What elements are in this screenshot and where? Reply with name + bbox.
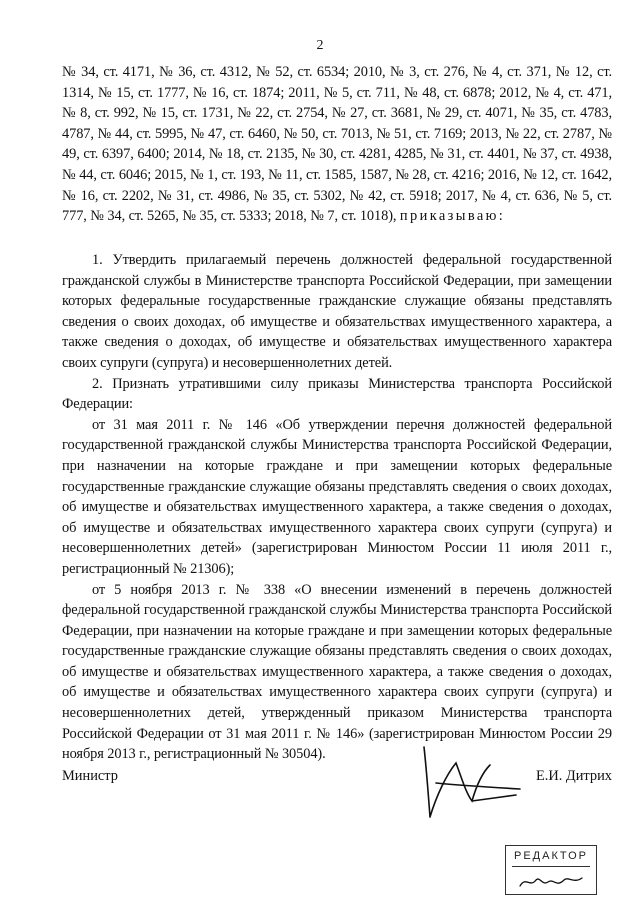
item-2: 2. Признать утратившими силу приказы Министерства транспорта Российской Федерации: [62,375,612,413]
editor-stamp [505,845,597,895]
signatory-name: Е.И. Дитрих [535,768,612,784]
order-items [62,250,612,765]
intro-paragraph [62,62,612,227]
stamp-label: РЕДАКТОР [514,850,588,862]
signature-block [62,768,612,798]
item-2-order-1: от 31 мая 2011 г. № 146 «Об утверждении перечня должностей федеральной государственной гражданской службы Министерства транспорта Российской Федерации, при назначении на которые граждане и при замещении которых федеральные государственные гражданские служащие обязаны представлять сведения о своих доходах, об имуществе и обязательствах имущественного характера, а также сведения о доходах, об имуществе и обязательствах имущественного характера своих супруги (супруга) и несовершеннолетних детей» (зарегистрирован Минюстом России 11 июля 2011 г., регистрационный № 21306); [62,416,612,577]
stamp-initials-icon [516,870,586,892]
intro-citations: № 34, ст. 4171, № 36, ст. 4312, № 52, ст. 6534; 2010, № 3, ст. 276, № 4, ст. 371, № 12, ст. 1314, № 15, ст. 1777, № 16, ст. 1874; 2011, № 5, ст. 711, № 48, ст. 6878; 2012, № 4, ст. 471, № 8, ст. 992, № 15, ст. 1731, № 22, ст. 2754, № 27, ст. 3681, № 29, ст. 4071, № 35, ст. 4783, 4787, № 44, ст. 5995, № 47, ст. 6460, № 50, ст. 7013, № 51, ст. 7169; 2013, № 22, ст. 2787, № 49, ст. 6397, 6400; 2014, № 18, ст. 2135, № 30, ст. 4281, 4285, № 31, ст. 4401, № 37, ст. 4938, № 44, ст. 6046; 2015, № 1, ст. 193, № 11, ст. 1585, 1587, № 28, ст. 4216; 2016, № 12, ст. 1642, № 16, ст. 2202, № 31, ст. 4986, № 35, ст. 5302, № 42, ст. 5918; 2017, № 4, ст. 636, № 5, ст. 777, № 34, ст. 5265, № 35, ст. 5333; 2018, № 7, ст. 1018), [62,64,612,225]
signatory-title: Министр [62,768,118,784]
stamp-divider [512,866,590,867]
order-word: приказываю: [399,208,506,225]
item-1: 1. Утвердить прилагаемый перечень должностей федеральной государственной гражданской службы в Министерстве транспорта Российской Федерации, при замещении которых федеральные государственные гражданские служащие обязаны представлять сведения о своих доходах, об имуществе и обязательствах имущественного характера, а также сведения о доходах, об имуществе и обязательствах имущественного характера своих супруги (супруга) и несовершеннолетних детей. [62,252,612,371]
page-number: 2 [316,38,324,53]
handwritten-signature-icon [416,735,526,825]
item-2-order-2: от 5 ноября 2013 г. № 338 «О внесении изменений в перечень должностей федеральной государственной гражданской службы Министерства транспорта Российской Федерации, при назначении на которые граждане и при замещении которых федеральные государственные гражданские служащие обязаны представлять сведения о своих доходах, об имуществе и обязательствах имущественного характера, а также сведения о доходах, об имуществе и обязательствах имущественного характера своих супруги (супруга) и несовершеннолетних детей, утвержденный приказом Министерства транспорта Российской Федерации от 31 мая 2011 г. № 146» (зарегистрирован Минюстом России 29 ноября 2013 г., регистрационный № 30504). [62,581,612,763]
